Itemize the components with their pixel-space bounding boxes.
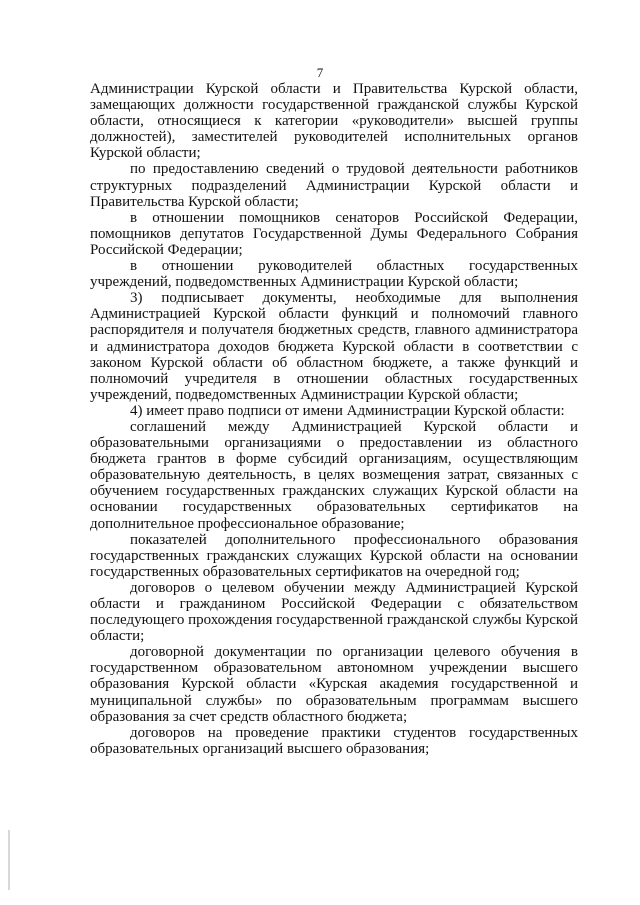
paragraph: договорной документации по организации целевого обучения в государственном образовательном автономном учреждении высшего образования Курской области «Курская академия государственной и муниципальной службы» по образовательным программам высшего образования за счет средств областного бюджета; [90,644,578,725]
paragraph: 4) имеет право подписи от имени Администрации Курской области: [130,402,565,419]
page-number: 7 [316,65,324,80]
paragraph: договоров о целевом обучении между Администрацией Курской области и гражданином Российской Федерации с обязательством последующего прохождения государственной гражданской службы Курской области; [90,579,578,645]
paragraph: соглашений между Администрацией Курской области и образовательными организациями о предоставлении из областного бюджета грантов в форме субсидий организациям, осуществляющим образовательную деятельность, в целях возмещения затрат, связанных с обучением государственных гражданских служащих Курской области на основании государственных образовательных сертификатов на дополнительное профессиональное образование; [90,418,578,532]
paragraph: в отношении руководителей областных государственных учреждений, подведомственных Администрации Курской области; [90,258,578,291]
paragraph: 3) подписывает документы, необходимые для выполнения Администрацией Курской области функций и полномочий главного распорядителя и получателя бюджетных средств, главного администратора и администратора доходов бюджета Курской области в соответствии с законом Курской области об областном бюджете, а также функций и полномочий учредителя в отношении областных государственных учреждений, подведомственных Администрации Курской области; [90,290,578,403]
paragraph-continuation: Администрации Курской области и Правительства Курской области, замещающих должности государственной гражданской службы Курской области, относящиеся к категории «руководители» высшей группы должностей), заместителей руководителей исполнительных органов Курской области; [90,81,578,162]
paragraph: в отношении помощников сенаторов Российской Федерации, помощников депутатов Государственной Думы Федерального Собрания Российской Федерации; [90,209,578,258]
paragraph: по предоставлению сведений о трудовой деятельности работников структурных подразделений Администрации Курской области и Правительства Курской области; [90,161,578,210]
document-body [90,81,578,757]
paragraph: показателей дополнительного профессионального образования государственных гражданских служащих Курской области на основании государственных образовательных сертификатов на очередной год; [90,531,578,580]
paragraph: договоров на проведение практики студентов государственных образовательных организаций высшего образования; [90,724,578,757]
scan-edge-mark [8,830,10,890]
